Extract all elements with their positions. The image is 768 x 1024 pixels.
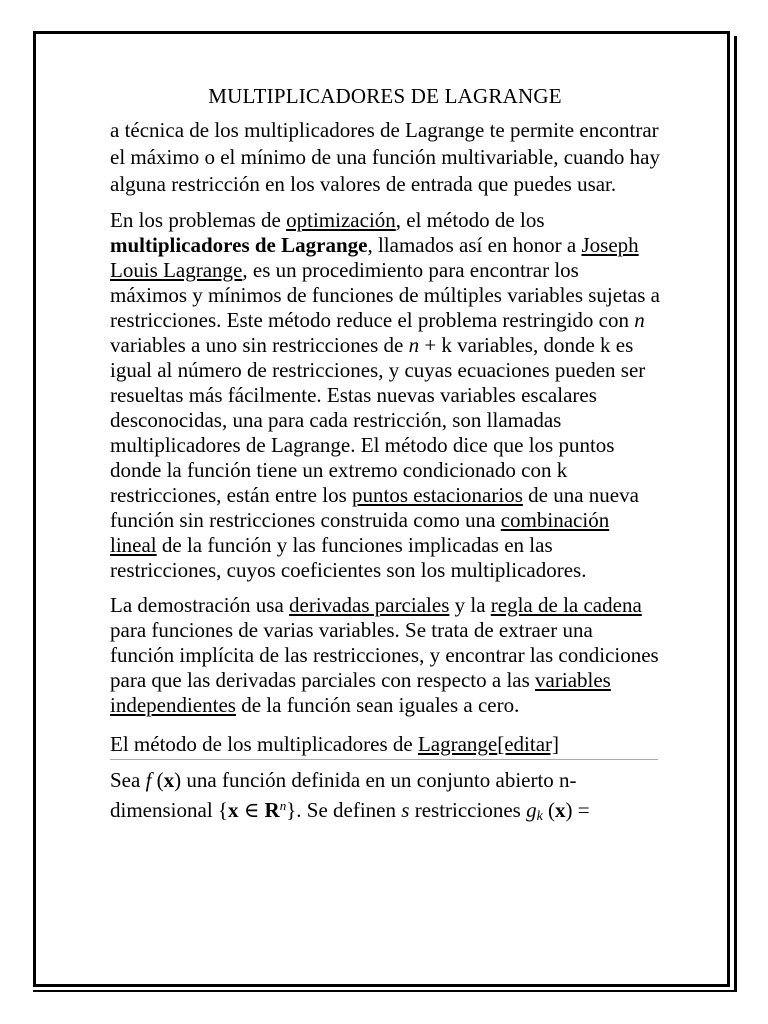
page-border-shadow-bottom xyxy=(33,990,737,992)
link-regla-de-la-cadena[interactable]: regla de la cadena xyxy=(490,593,642,617)
paragraph-definicion: Sea f (x) una función definida en un conjunto abierto n-dimensional {x ∈ $R^n$}. Se definen s restricciones $g_k$ (x) = xyxy=(110,768,590,824)
link-optimizacion[interactable]: optimización xyxy=(286,208,396,232)
bold-term-multiplicadores: multiplicadores de Lagrange xyxy=(110,233,368,257)
link-derivadas-parciales[interactable]: derivadas parciales xyxy=(289,593,450,617)
page-border-shadow-right xyxy=(734,36,737,992)
vector-x: x xyxy=(227,798,239,822)
vector-x: x xyxy=(555,798,566,822)
link-combinacion-lineal[interactable]: combinación lineal xyxy=(110,508,610,557)
intro-paragraph: a técnica de los multiplicadores de Lagrange te permite encontrar el máximo o el mínimo de una función multivariable, cuando hay alguna restricción en los valores de entrada que puedes usar. xyxy=(110,118,660,196)
function-g: g xyxy=(526,798,537,822)
section-heading: El método de los multiplicadores de Lagrange[editar] xyxy=(110,732,658,760)
superscript-n: n xyxy=(279,798,287,813)
link-lagrange[interactable]: Lagrange xyxy=(417,732,498,756)
document-title: MULTIPLICADORES DE LAGRANGE xyxy=(208,84,562,108)
real-set-R: R xyxy=(264,798,280,822)
paragraph-optimization: En los problemas de optimización, el método de los multiplicadores de Lagrange, llamados así en honor a Joseph Louis Lagrange, es un procedimiento para encontrar los máximos y mínimos de funciones de múltiples variables sujetas a restricciones. Este método reduce el problema restringido con n variables a uno sin restricciones de n + k variables, donde k es igual al número de restricciones, y cuyas ecuaciones pueden ser resueltas más fácilmente. Estas nuevas variables escalares desconocidas, una para cada restricción, son llamadas multiplicadores de Lagrange. El método dice que los puntos donde la función tiene un extremo condicionado con k restricciones, están entre los puntos estacionarios de una nueva función sin restricciones construida como una combinación lineal de la función y las funciones implicadas en las restricciones, cuyos coeficientes son los multiplicadores. xyxy=(110,208,660,582)
variable-s: s xyxy=(401,798,410,822)
vector-x: x xyxy=(163,768,175,792)
variable-n: n xyxy=(634,308,645,332)
edit-link[interactable]: [editar] xyxy=(497,732,560,756)
document-body xyxy=(110,84,660,839)
function-f: f xyxy=(145,768,152,792)
link-puntos-estacionarios[interactable]: puntos estacionarios xyxy=(352,483,523,507)
paragraph-demostracion: La demostración usa derivadas parciales y la regla de la cadena para funciones de varias variables. Se trata de extraer una función implícita de las restricciones, y encontrar las condiciones para que las derivadas parciales con respecto a las variables independientes de la función sean iguales a cero. xyxy=(110,593,659,717)
link-variables-independientes[interactable]: variables independientes xyxy=(110,668,611,717)
variable-n: n xyxy=(408,333,420,357)
link-joseph-louis-lagrange[interactable]: Joseph Louis Lagrange xyxy=(110,233,639,282)
subscript-k: k xyxy=(536,809,543,824)
